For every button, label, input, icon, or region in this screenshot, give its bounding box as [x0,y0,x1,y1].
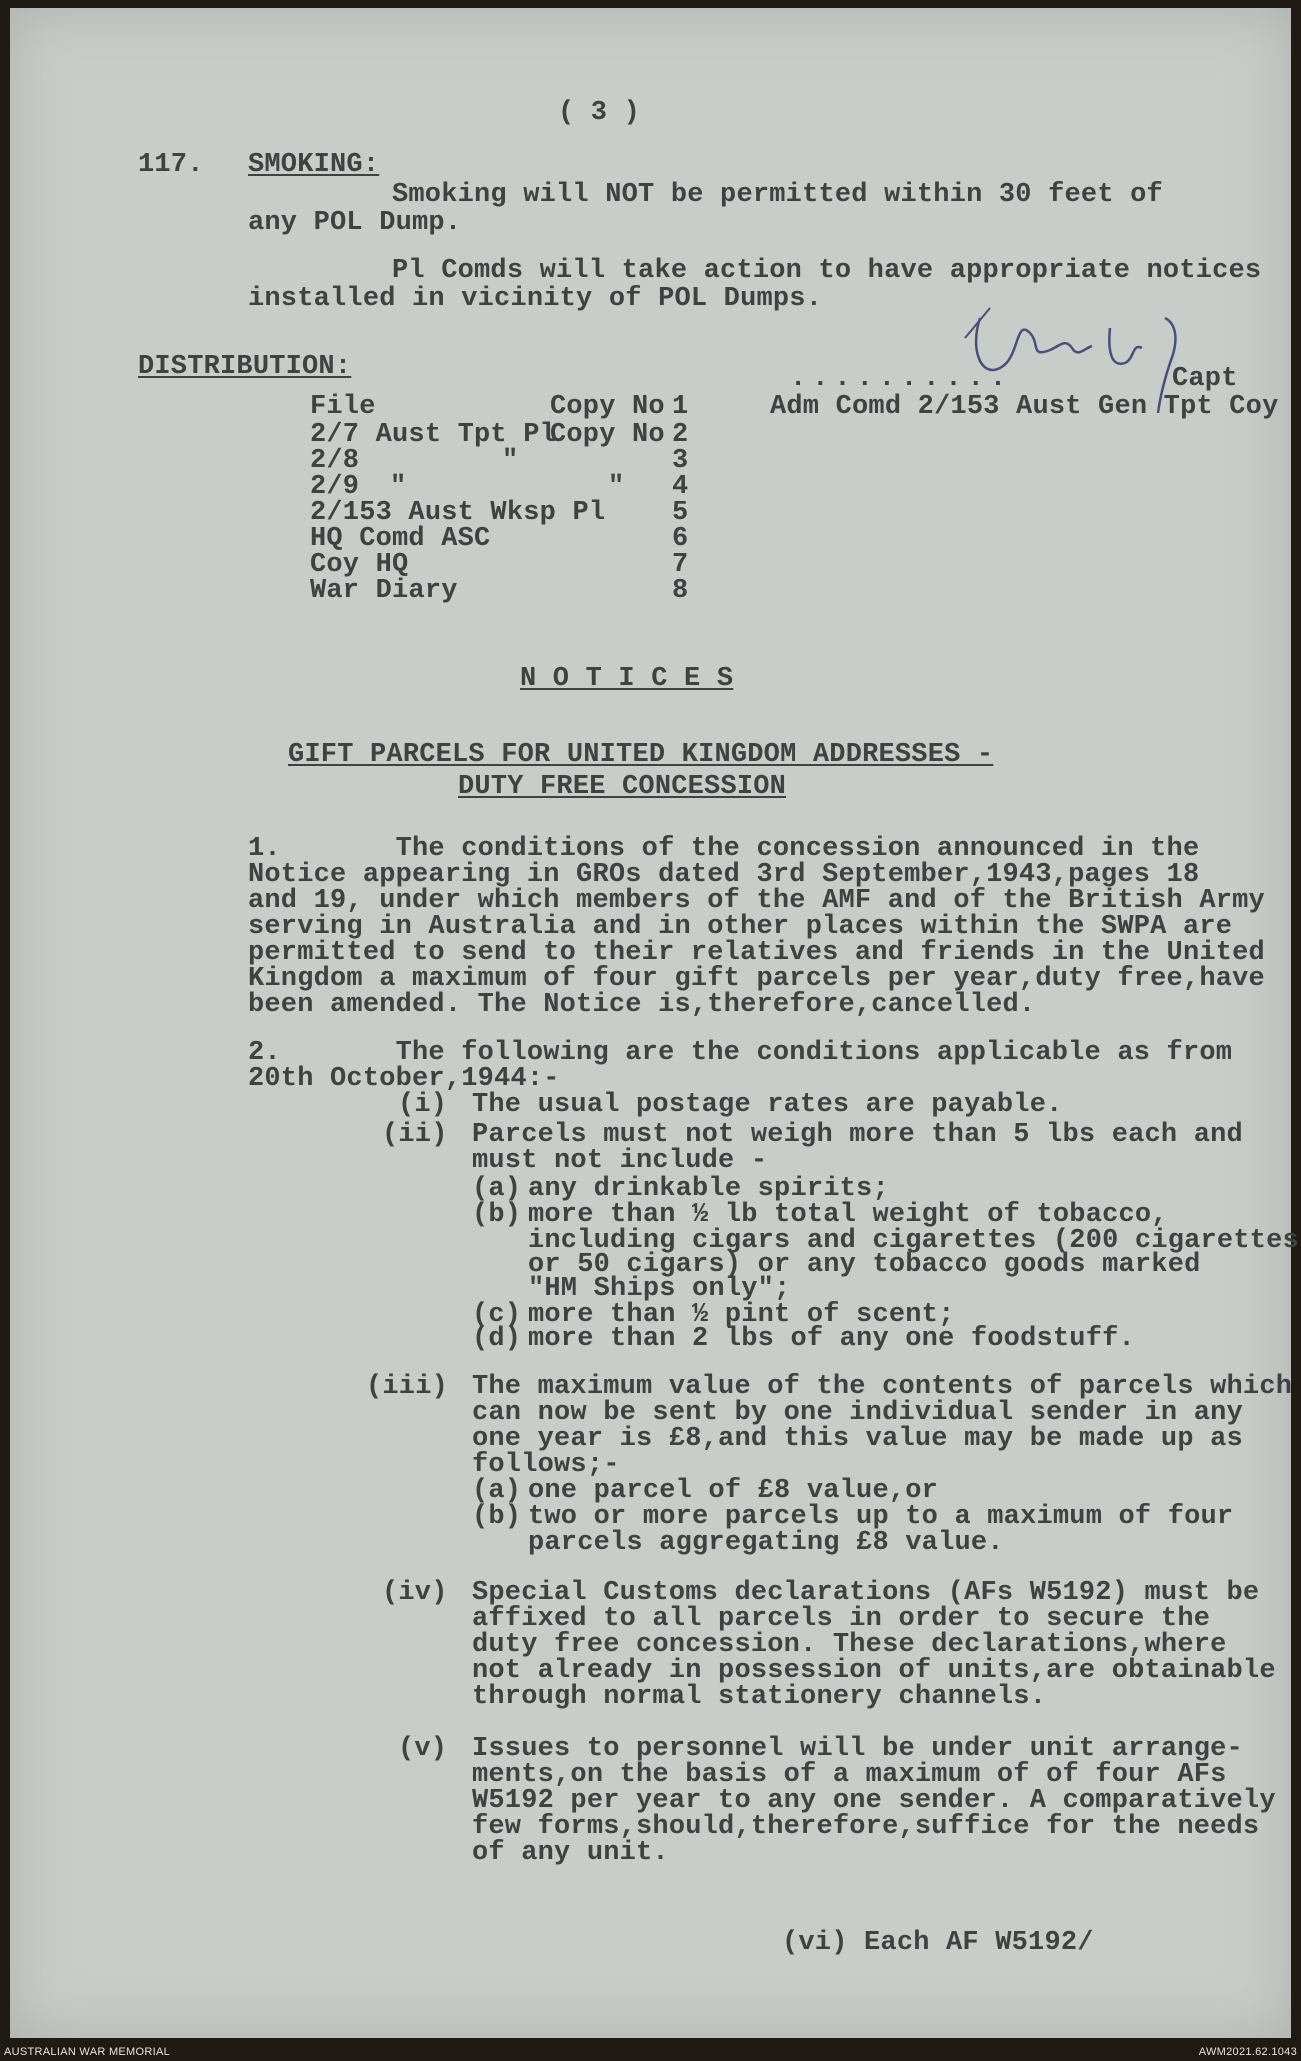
text-line: Parcels must not weigh more than 5 lbs each and [472,1120,1243,1150]
dist-name: HQ Comd ASC [310,524,491,554]
text-line: including cigars and cigarettes (200 cigarettes [528,1226,1299,1256]
distribution-heading: DISTRIBUTION: [138,352,352,382]
text-line: few forms,should,therefore,suffice for the needs [472,1812,1260,1842]
sub-item-number: (a) [472,1174,522,1204]
text-line: permitted to send to their relatives and friends in the United [248,938,1265,968]
dist-copy: Copy No [550,392,665,422]
text-line: through normal stationery channels. [472,1682,1047,1712]
sub-item-number: (b) [472,1502,522,1532]
text-line: 2. The following are the conditions applicable as from [248,1038,1233,1068]
dist-num: 4 [672,472,689,502]
text-line: any drinkable spirits; [528,1174,889,1204]
text-line: of any unit. [472,1838,669,1868]
text-line: must not include - [472,1146,768,1176]
text-line: 20th October,1944:- [248,1064,560,1094]
document-page [10,8,1299,2038]
text-line: "HM Ships only"; [528,1274,791,1304]
text-line: can now be sent by one individual sender in any [472,1398,1243,1428]
dist-num: 3 [672,446,689,476]
text-line: more than 2 lbs of any one foodstuff. [528,1324,1135,1354]
text-line: duty free concession. These declarations,where [472,1630,1227,1660]
footer-right: AWM2021.62.1043 [1198,2046,1297,2058]
dist-name: Coy HQ [310,550,409,580]
text-line: Special Customs declarations (AFs W5192) must be [472,1578,1260,1608]
text-line: 1. The conditions of the concession announced in the [248,834,1200,864]
text-line: W5192 per year to any one sender. A comparatively [472,1786,1276,1816]
item-number: (v) [398,1734,448,1764]
distribution-row [672,392,688,422]
text-line: Notice appearing in GROs dated 3rd September,1943,pages 18 [248,860,1200,890]
para-117-heading: SMOKING: [248,150,380,180]
dist-name: 2/8 [310,446,360,476]
distribution-row [608,472,624,502]
text-line: one year is £8,and this value may be made up as [472,1424,1243,1454]
dist-num: 5 [672,498,689,528]
dist-name: War Diary [310,576,458,606]
sub-item-number: (a) [472,1476,522,1506]
para-117-line: any POL Dump. [248,208,462,238]
signature-dots: .......... [790,364,1013,394]
dist-name: 2/9 [310,472,360,502]
distribution-row [550,420,665,450]
text-line: Kingdom a maximum of four gift parcels per year,duty free,have [248,964,1265,994]
text-line: affixed to all parcels in order to secure the [472,1604,1211,1634]
text-line: follows;- [472,1450,620,1480]
text-line: been amended. The Notice is,therefore,cancelled. [248,990,1036,1020]
page-number: ( 3 ) [558,98,641,128]
distribution-row [672,576,688,606]
archive-footer [0,2043,1301,2061]
text-line: or 50 cigars) or any tobacco goods marked [528,1250,1201,1280]
dist-num: 1 [672,392,689,422]
text-line: more than ½ lb total weight of tobacco, [528,1200,1168,1230]
signature-title: Adm Comd 2/153 Aust Gen Tpt Coy [770,392,1279,422]
para-117-line: Smoking will NOT be permitted within 30 feet of [392,180,1163,210]
text-line: and 19, under which members of the AMF and of the British Army [248,886,1265,916]
dist-copy: " [608,472,625,502]
text-line: parcels aggregating £8 value. [528,1528,1004,1558]
text-line: The usual postage rates are payable. [472,1090,1063,1120]
sub-item-number: (c) [472,1300,522,1330]
notices-heading: N O T I C E S [520,664,734,694]
dist-copy: Copy No [550,420,665,450]
notices-subheading: GIFT PARCELS FOR UNITED KINGDOM ADDRESSES - [288,740,994,770]
dist-num: 8 [672,576,689,606]
dist-num: 6 [672,524,689,554]
item-number: (iv) [382,1578,448,1608]
dist-name: 2/7 Aust Tpt Pl [310,420,557,450]
footer-left: AUSTRALIAN WAR MEMORIAL [4,2046,171,2058]
dist-name: 2/153 Aust Wksp Pl [310,498,606,528]
text-line: Issues to personnel will be under unit arrange- [472,1734,1243,1764]
item-number: (i) [398,1090,448,1120]
text-line: serving in Australia and in other places within the SWPA are [248,912,1233,942]
text-line: two or more parcels up to a maximum of four [528,1502,1234,1532]
dist-num: 2 [672,420,689,450]
para-117-line: Pl Comds will take action to have appropriate notices [392,256,1262,286]
dist-name: File [310,392,376,422]
text-line: more than ½ pint of scent; [528,1300,955,1330]
sub-item-number: (b) [472,1200,522,1230]
distribution-row [502,446,518,476]
dist-copy: " [502,446,519,476]
item-number: (ii) [382,1120,448,1150]
distribution-row [550,392,665,422]
text-line: ments,on the basis of a maximum of of four AFs [472,1760,1227,1790]
sub-item-number: (d) [472,1324,522,1354]
dist-copy: " [390,472,407,502]
text-line: one parcel of £8 value,or [528,1476,939,1506]
notices-subheading: DUTY FREE CONCESSION [458,772,787,802]
continuation-note: (vi) Each AF W5192/ [782,1928,1094,1958]
signature-rank: Capt [1172,364,1238,394]
para-117-line: installed in vicinity of POL Dumps. [248,284,823,314]
para-117-number: 117. [138,150,204,180]
dist-num: 7 [672,550,689,580]
distribution-row [310,392,376,422]
text-line: The maximum value of the contents of parcels which [472,1372,1293,1402]
item-number: (iii) [366,1372,449,1402]
text-line: not already in possession of units,are obtainable [472,1656,1276,1686]
distribution-row [310,576,458,606]
